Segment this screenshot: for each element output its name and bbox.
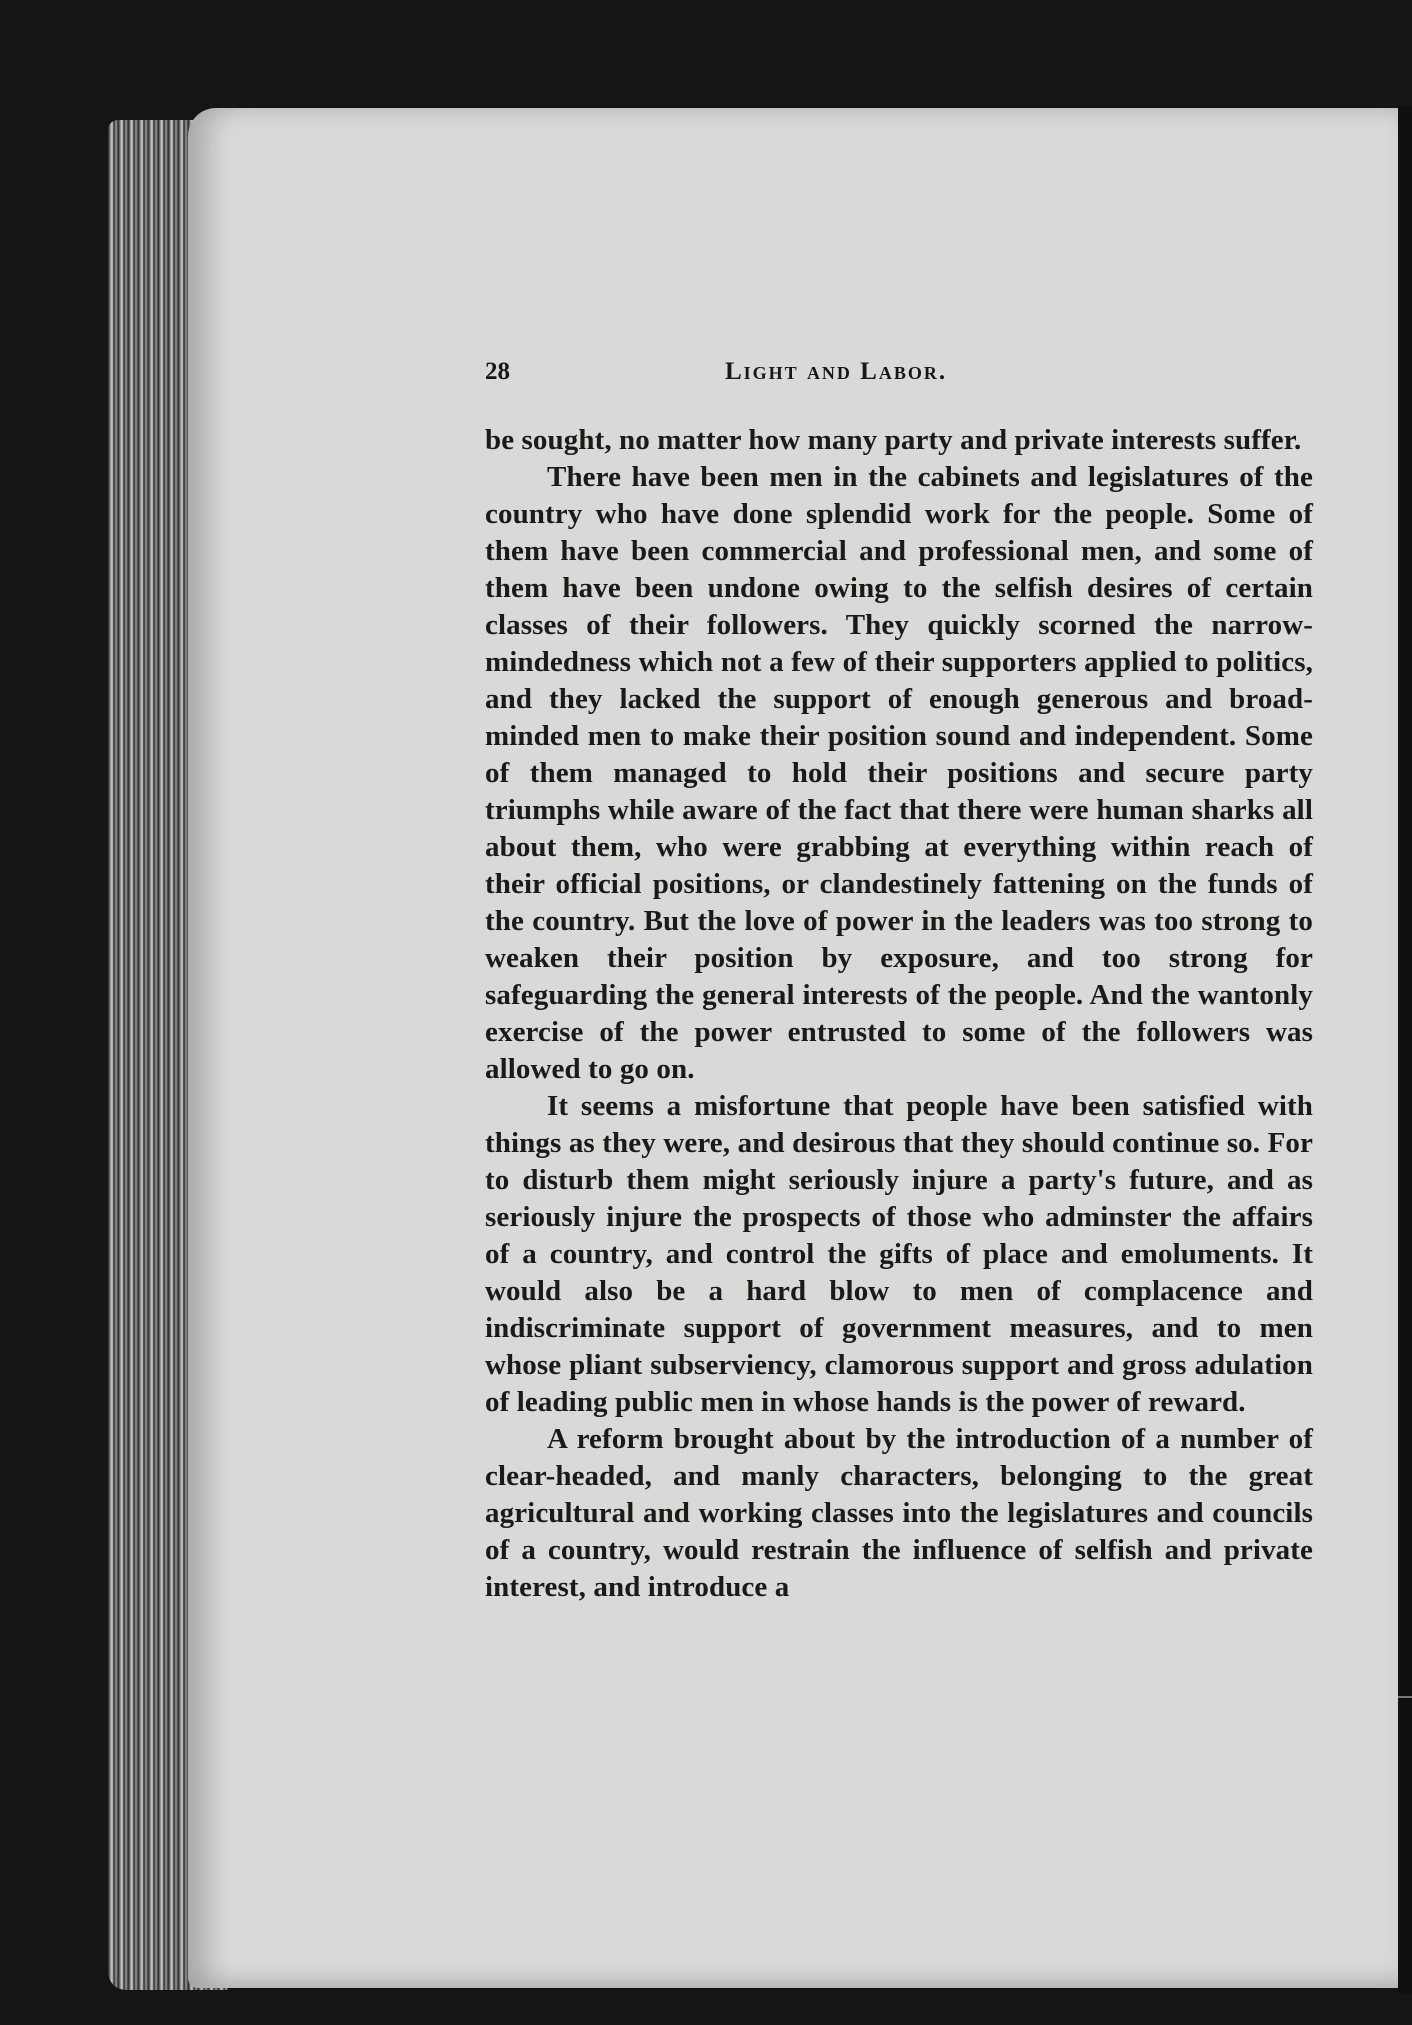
book-title: Light and Labor. xyxy=(725,358,948,385)
paragraph-4: A reform brought about by the introduction of a number of clear-headed, and manly characters, belonging to the great agricultural and working classes into the legislatures and councils of a country, would restrain the influence of selfish and private interest, and introduce a xyxy=(485,1423,1313,1603)
page-number: 28 xyxy=(485,358,510,385)
paragraph-2: There have been men in the cabinets and legislatures of the country who have done splendid work for the people. Some of them have been commercial and professional men, and some of them have been undone owing to the selfish desires of certain classes of their followers. They quickly scorned the narrow-mindedness which not a few of their supporters applied to politics, and they lacked the support of enough generous and broad-minded men to make their position sound and independent. Some of them managed to hold their positions and secure party triumphs while aware of the fact that there were human sharks all about them, who were grabbing at everything within reach of their official positions, or clandestinely fattening on the funds of the country. But the love of power in the leaders was too strong to weaken their position by exposure, and too strong for safeguarding the general interests of the people. And the wantonly exercise of the power entrusted to some of the followers was allowed to go on. xyxy=(485,461,1313,1085)
scan-line-artifact xyxy=(1398,1696,1412,1698)
paragraph-1: be sought, no matter how many party and private interests suffer. xyxy=(485,424,1302,456)
paragraph-3: It seems a misfortune that people have been satisfied with things as they were, and desirous that they should continue so. For to disturb them might seriously injure a party's future, and as seriously injure the prospects of those who adminster the affairs of a country, and control the gifts of place and emoluments. It would also be a hard blow to men of complacence and indiscriminate support of government measures, and to men whose pliant subserviency, clamorous support and gross adulation of leading public men in whose hands is the power of reward. xyxy=(485,1090,1313,1418)
body-text xyxy=(485,422,1313,1606)
page-edge-shadow xyxy=(1398,105,1412,1993)
running-header xyxy=(485,358,1325,400)
